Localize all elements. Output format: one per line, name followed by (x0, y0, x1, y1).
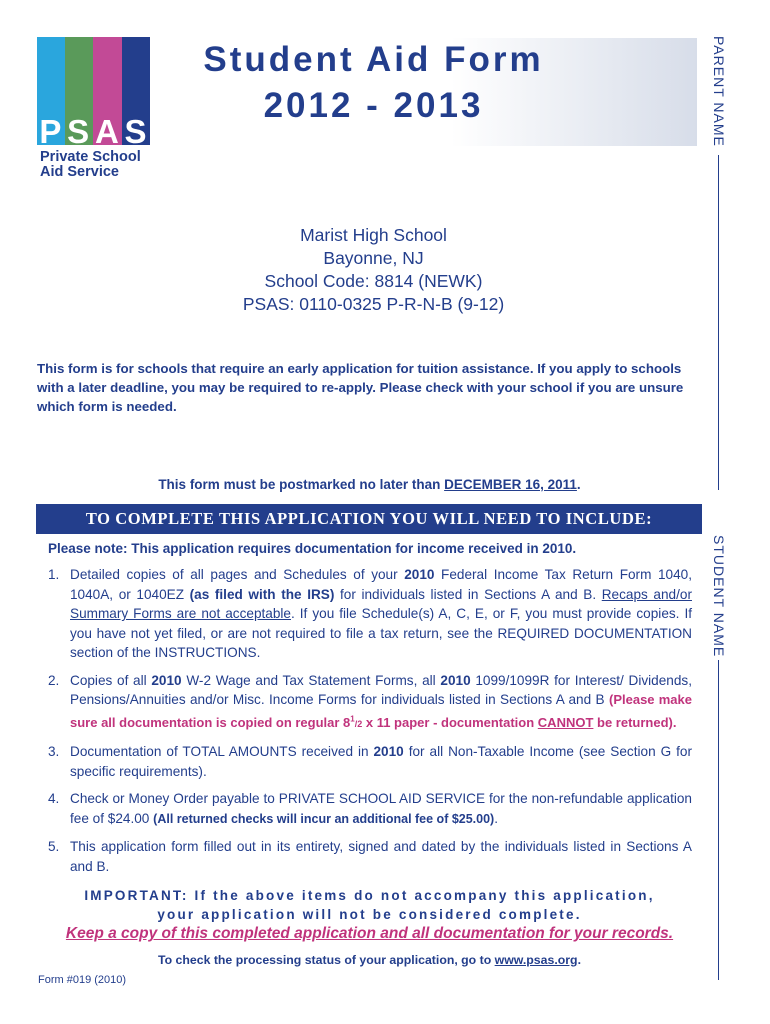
item-year: 2010 (373, 744, 404, 760)
parent-name-line (718, 155, 719, 490)
keep-copy-notice: Keep a copy of this completed application and all documentation for your records. (65, 925, 674, 942)
item-text: Detailed copies of all pages and Schedules of your (70, 567, 405, 582)
fraction-sup: 1 (350, 714, 355, 724)
logo-letter: A (94, 113, 120, 150)
list-item (48, 837, 692, 876)
warning-text: be returned). (593, 714, 677, 730)
list-item (48, 789, 692, 829)
logo-subtitle-line2: Aid Service (40, 164, 119, 180)
fraction-sub: /2 (354, 718, 363, 729)
warning-cannot: CANNOT (537, 714, 594, 730)
item-text: for all Non-Taxable Income (see Section G for specific requirements). (70, 744, 692, 779)
logo-letters (37, 113, 150, 150)
intro-paragraph: This form is for schools that require an early application for tuition assistance. If you apply to schools with a later deadline, you may be required to re-apply. Please check with your school if you are unsure which form is needed. (37, 361, 684, 414)
important-line2: your application will not be considered complete. (157, 907, 582, 922)
psas-logo (37, 37, 150, 180)
student-name-label: STUDENT NAME (711, 535, 727, 658)
form-number: Form #019 (2010) (38, 974, 127, 986)
psas-code: PSAS: 0110-0325 P-R-N-B (9-12) (242, 294, 505, 314)
logo-subtitle-line1: Private School (40, 149, 141, 165)
list-item (48, 742, 692, 781)
item-year: 2010 (151, 672, 182, 688)
warning-text: (Please make sure all documentation is copied on regular 8 (70, 692, 692, 730)
list-item (48, 671, 692, 735)
status-suffix: . (577, 953, 581, 967)
item-text: . (494, 810, 499, 826)
important-notice (37, 886, 702, 924)
item-emphasis: (as filed with the IRS) (189, 586, 335, 602)
student-name-line (718, 660, 719, 980)
income-note: Please note: This application requires documentation for income received in 2010. (48, 541, 577, 556)
item-text: 1099/1099R for Interest/ Dividends, Pensions/Annuities and/or Misc. Income Forms for individuals listed in Sections A and B (70, 672, 692, 707)
item-underline: Recaps and/or Summary Forms are not acceptable (70, 586, 692, 621)
item-number: 1. (48, 567, 60, 582)
postmark-prefix: This form must be postmarked no later than (158, 477, 445, 492)
logo-letter: P (39, 113, 63, 150)
item-text: Copies of all (70, 672, 152, 688)
status-check (37, 953, 702, 967)
item-year: 2010 (440, 672, 471, 688)
logo-letter: S (124, 113, 148, 150)
item-text: W-2 Wage and Tax Statement Forms, all (181, 672, 441, 688)
item-number: 5. (48, 839, 60, 855)
item-number: 3. (48, 744, 60, 760)
item-text: This application form filled out in its entirety, signed and dated by the individuals listed in Sections A and B. (70, 839, 692, 874)
status-prefix: To check the processing status of your application, go to (158, 953, 495, 967)
postmark-deadline (37, 477, 702, 492)
item-text: Documentation of TOTAL AMOUNTS received in (70, 744, 374, 760)
item-text: . If you file Schedule(s) A, C, E, or F, you must provide copies. If you have not yet filed, or are not required to file a tax return, see the REQUIRED DOCUMENTATION section of the INSTRUCTIONS. (70, 606, 693, 660)
requirements-list (48, 565, 692, 884)
psas-website-link[interactable]: www.psas.org (494, 953, 578, 967)
item-text: Check or Money Order payable to PRIVATE SCHOOL AID SERVICE for the non-refundable application fee of $24.00 (70, 791, 692, 826)
item-text: for individuals listed in Sections A and B. (334, 586, 602, 602)
logo-letter: S (67, 113, 91, 150)
school-location: Bayonne, NJ (323, 248, 424, 268)
school-name: Marist High School (300, 225, 447, 245)
item-number: 4. (48, 791, 60, 807)
form-title: Student Aid Form (203, 40, 544, 79)
form-year: 2012 - 2013 (263, 86, 484, 125)
item-year: 2010 (404, 567, 435, 582)
important-line1: IMPORTANT: If the above items do not accompany this application, (84, 888, 655, 903)
item-number: 2. (48, 672, 60, 688)
postmark-date: DECEMBER 16, 2011 (444, 477, 577, 492)
item-text: Federal Income Tax Return Form 1040, 1040A, or 1040EZ (70, 567, 692, 602)
postmark-suffix: . (576, 477, 581, 492)
parent-name-label: PARENT NAME (711, 36, 727, 147)
list-item (48, 565, 692, 663)
item-emphasis: (All returned checks will incur an additional fee of $25.00) (153, 811, 495, 826)
logo-subtitle (40, 150, 141, 180)
school-code: School Code: 8814 (NEWK) (264, 271, 483, 291)
school-info (150, 224, 597, 316)
warning-text: x 11 paper - documentation (362, 714, 538, 730)
requirements-banner: TO COMPLETE THIS APPLICATION YOU WILL NEED TO INCLUDE: (36, 504, 702, 534)
